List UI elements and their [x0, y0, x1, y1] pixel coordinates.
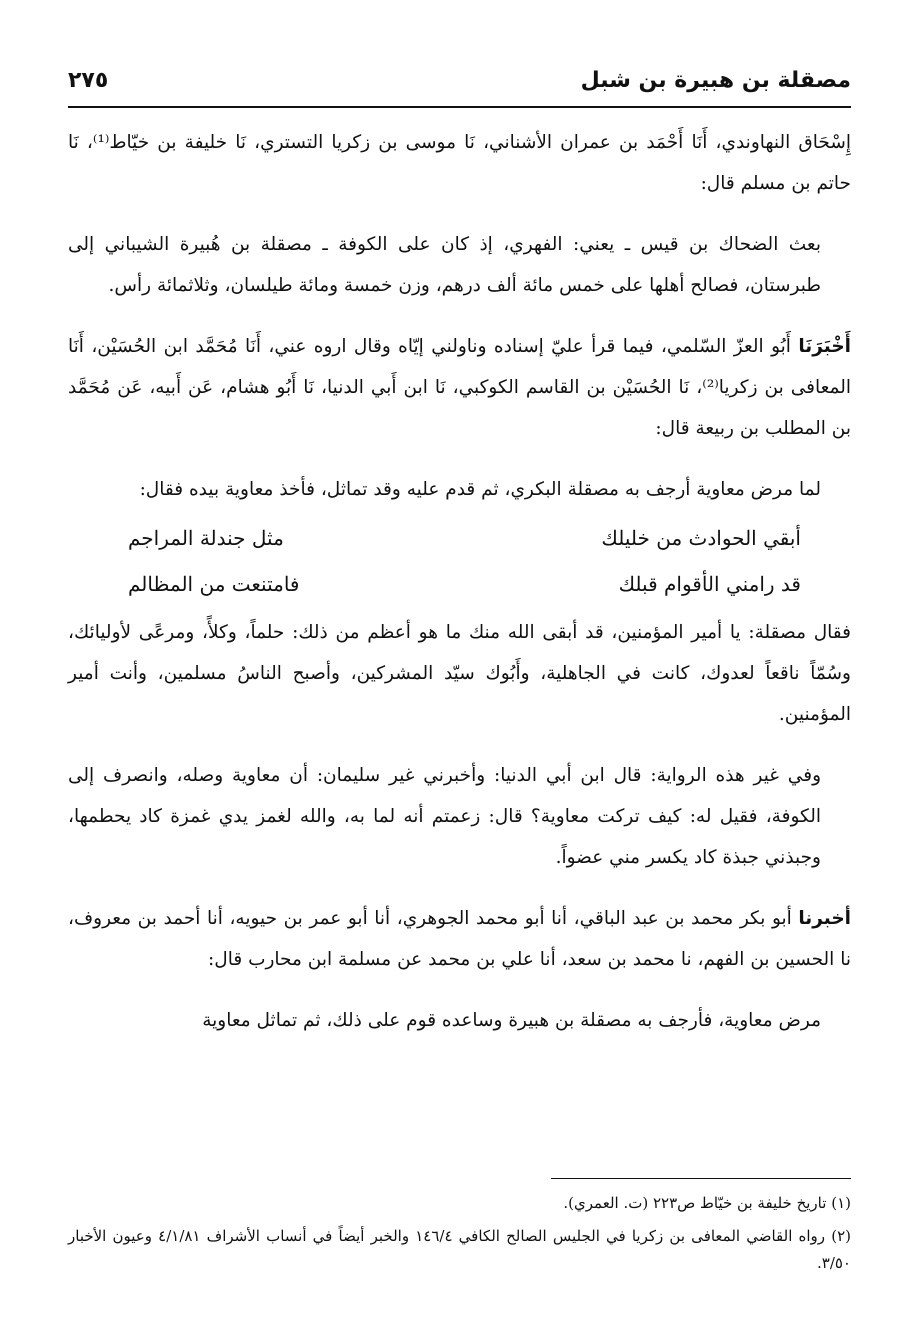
paragraph-text: فقال مصقلة: يا أمير المؤمنين، قد أبقى الله منك ما هو أعظم من ذلك: حلماً، وكلأً، ومرعًى لأوليائك، وسُمّاً ناقعاً لعدوك، كانت في الجاهلية، وأَبُوك سيّد المشركين، وأصبح الناسُ مسلمين، وأنت أمير المؤمنين.: [68, 622, 851, 725]
footnote: [68, 1223, 851, 1277]
poem-verse: [68, 562, 851, 606]
paragraph: [68, 326, 851, 449]
footnote: [68, 1190, 851, 1217]
footnotes: [68, 1190, 851, 1283]
running-head-title: مصقلة بن هبيرة بن شبل: [580, 68, 851, 93]
paragraph-text: لما مرض معاوية أرجف به مصقلة البكري، ثم قدم عليه وقد تماثل، فأخذ معاوية بيده فقال:: [139, 479, 821, 500]
paragraph-text: بعث الضحاك بن قيس ـ يعني: الفهري، إذ كان على الكوفة ـ مصقلة بن هُبيرة الشيباني إلى طبرستان، فصالح أهلها على خمس مائة ألف درهم، وزن خمسة ومائة طيلسان، وثلاثمائة رأس.: [68, 234, 821, 296]
paragraph-text: وفي غير هذه الرواية: قال ابن أبي الدنيا: وأخبرني غير سليمان: أن معاوية وصله، وانصرف إلى الكوفة، فقيل له: كيف تركت معاوية؟ قال: زعمتم أنه لما به، والله لغمز يدي غمزة كاد يحطمها، وجبذني جبذة كاد يكسر مني عضواً.: [68, 765, 821, 868]
paragraph-text: أَبُو العزّ السّلمي، فيما قرأ عليّ إسناده وناولني إيّاه وقال اروه عني، أَنَا مُحَمَّد ابن الحُسَيْن، أَنَا المعافى بن زكريا⁽²⁾، نَا الحُسَيْن بن القاسم الكوكبي، نَا ابن أَبي الدنيا، نَا أَبُو هشام، عَن أَبيه، عَن مُحَمَّد بن المطلب بن ربيعة قال:: [68, 336, 851, 439]
paragraph: [68, 224, 851, 306]
body-text: [68, 122, 851, 1061]
verse-first-hemistich: قد رامني الأقوام قبلك: [618, 572, 801, 596]
paragraph: [68, 1000, 851, 1041]
poem-verse: [68, 516, 851, 560]
page-header: [68, 60, 851, 108]
paragraph: [68, 122, 851, 204]
footnote-divider: [551, 1178, 851, 1179]
paragraph: [68, 469, 851, 510]
verse-second-hemistich: فامتنعت من المظالم: [128, 572, 300, 596]
footnote-text: رواه القاضي المعافى بن زكريا في الجليس الصالح الكافي ١٤٦/٤ والخبر أيضاً في أنساب الأشراف ٤/١/٨١ وعيون الأخبار ٣/٥٠.: [68, 1227, 851, 1272]
paragraph-text: إِسْحَاق النهاوندي، أَنَا أَحْمَد بن عمران الأشناني، نَا موسى بن زكريا التستري، نَا خليفة بن خيّاط⁽¹⁾، نَا حاتم بن مسلم قال:: [68, 132, 851, 194]
footnote-number: (٢): [831, 1227, 852, 1245]
paragraph: [68, 612, 851, 735]
paragraph: [68, 755, 851, 878]
footnote-text: تاريخ خليفة بن خيّاط ص٢٢٣ (ت. العمري).: [563, 1194, 827, 1212]
footnote-number: (١): [831, 1194, 851, 1212]
paragraph: [68, 898, 851, 980]
paragraph-lead-word: أَخْبَرَنَا: [798, 336, 851, 357]
verse-second-hemistich: مثل جندلة المراجم: [128, 526, 284, 550]
verse-first-hemistich: أبقي الحوادث من خليلك: [601, 526, 801, 550]
paragraph-text: مرض معاوية، فأرجف به مصقلة بن هبيرة وساعده قوم على ذلك، ثم تماثل معاوية: [202, 1010, 821, 1031]
paragraph-lead-word: أخبرنا: [798, 908, 851, 929]
paragraph-text: أبو بكر محمد بن عبد الباقي، أنا أبو محمد الجوهري، أنا أبو عمر بن حيويه، أنا أحمد بن معروف، نا الحسين بن الفهم، نا محمد بن سعد، أنا علي بن محمد عن مسلمة ابن محارب قال:: [68, 908, 851, 970]
page-number: ٢٧٥: [68, 68, 109, 93]
